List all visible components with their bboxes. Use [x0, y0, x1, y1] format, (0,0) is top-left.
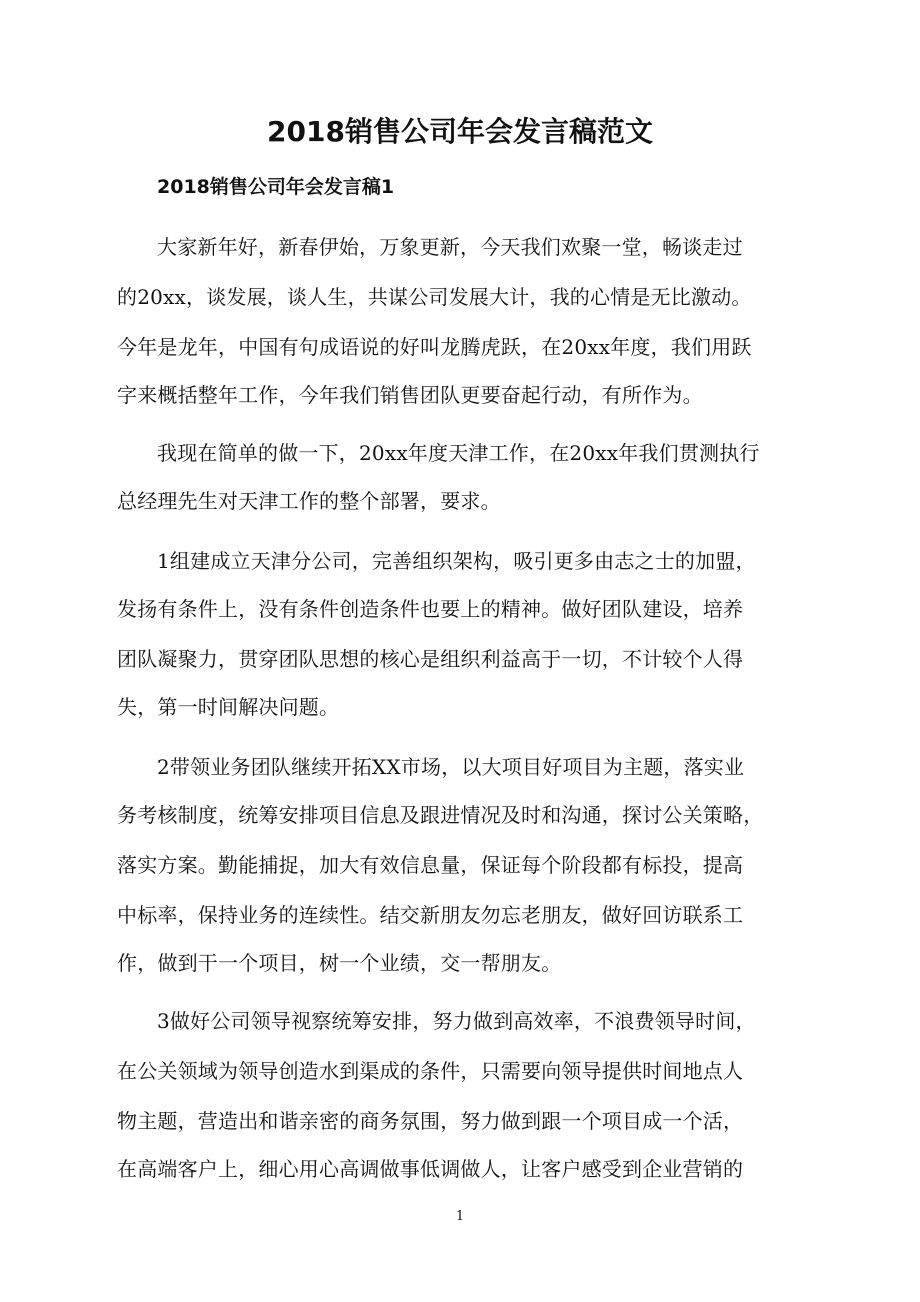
paragraph-line: 3做好公司领导视察统筹安排，努力做到高效率，不浪费领导时间， [157, 1009, 756, 1033]
paragraph-line: 在高端客户上，细心用心高调做事低调做人，让客户感受到企业营销的 [117, 1157, 744, 1181]
paragraph-line: 我现在简单的做一下，20xx年度天津工作，在20xx年我们贯测执行 [157, 441, 760, 465]
paragraph-line: 落实方案。勤能捕捉，加大有效信息量，保证每个阶段都有标投，提高 [117, 853, 744, 877]
paragraph-line: 总经理先生对天津工作的整个部署，要求。 [117, 489, 501, 513]
paragraph-line: 中标率，保持业务的连续性。结交新朋友勿忘老朋友，做好回访联系工 [117, 903, 744, 927]
paragraph-line: 1组建成立天津分公司，完善组织架构，吸引更多由志之士的加盟， [157, 549, 756, 573]
paragraph-line: 务考核制度，统筹安排项目信息及跟进情况及时和沟通，探讨公关策略， [117, 803, 764, 827]
paragraph-line: 失，第一时间解决问题。 [117, 695, 340, 719]
paragraph-line: 作，做到干一个项目，树一个业绩，交一帮朋友。 [117, 951, 562, 975]
document-title: 2018销售公司年会发言稿范文 [267, 115, 653, 148]
page-number: 1 [455, 1209, 465, 1224]
paragraph-line: 的20xx，谈发展，谈人生，共谋公司发展大计，我的心情是无比激动。 [117, 285, 752, 309]
section-subtitle: 2018销售公司年会发言稿1 [157, 176, 395, 198]
paragraph-line: 字来概括整年工作，今年我们销售团队更要奋起行动，有所作为。 [117, 383, 703, 407]
paragraph-line: 团队凝聚力，贯穿团队思想的核心是组织利益高于一切，不计较个人得 [117, 647, 744, 671]
paragraph-line: 今年是龙年，中国有句成语说的好叫龙腾虎跃，在20xx年度，我们用跃 [117, 335, 752, 359]
paragraph-line: 大家新年好，新春伊始，万象更新，今天我们欢聚一堂，畅谈走过 [157, 235, 743, 259]
paragraph-line: 在公关领域为领导创造水到渠成的条件，只需要向领导提供时间地点人 [117, 1059, 744, 1083]
paragraph-line: 发扬有条件上，没有条件创造条件也要上的精神。做好团队建设，培养 [117, 597, 744, 621]
paragraph-line: 2带领业务团队继续开拓XX市场，以大项目好项目为主题，落实业 [157, 755, 745, 779]
paragraph-line: 物主题，营造出和谐亲密的商务氛围，努力做到跟一个项目成一个活， [117, 1109, 744, 1133]
